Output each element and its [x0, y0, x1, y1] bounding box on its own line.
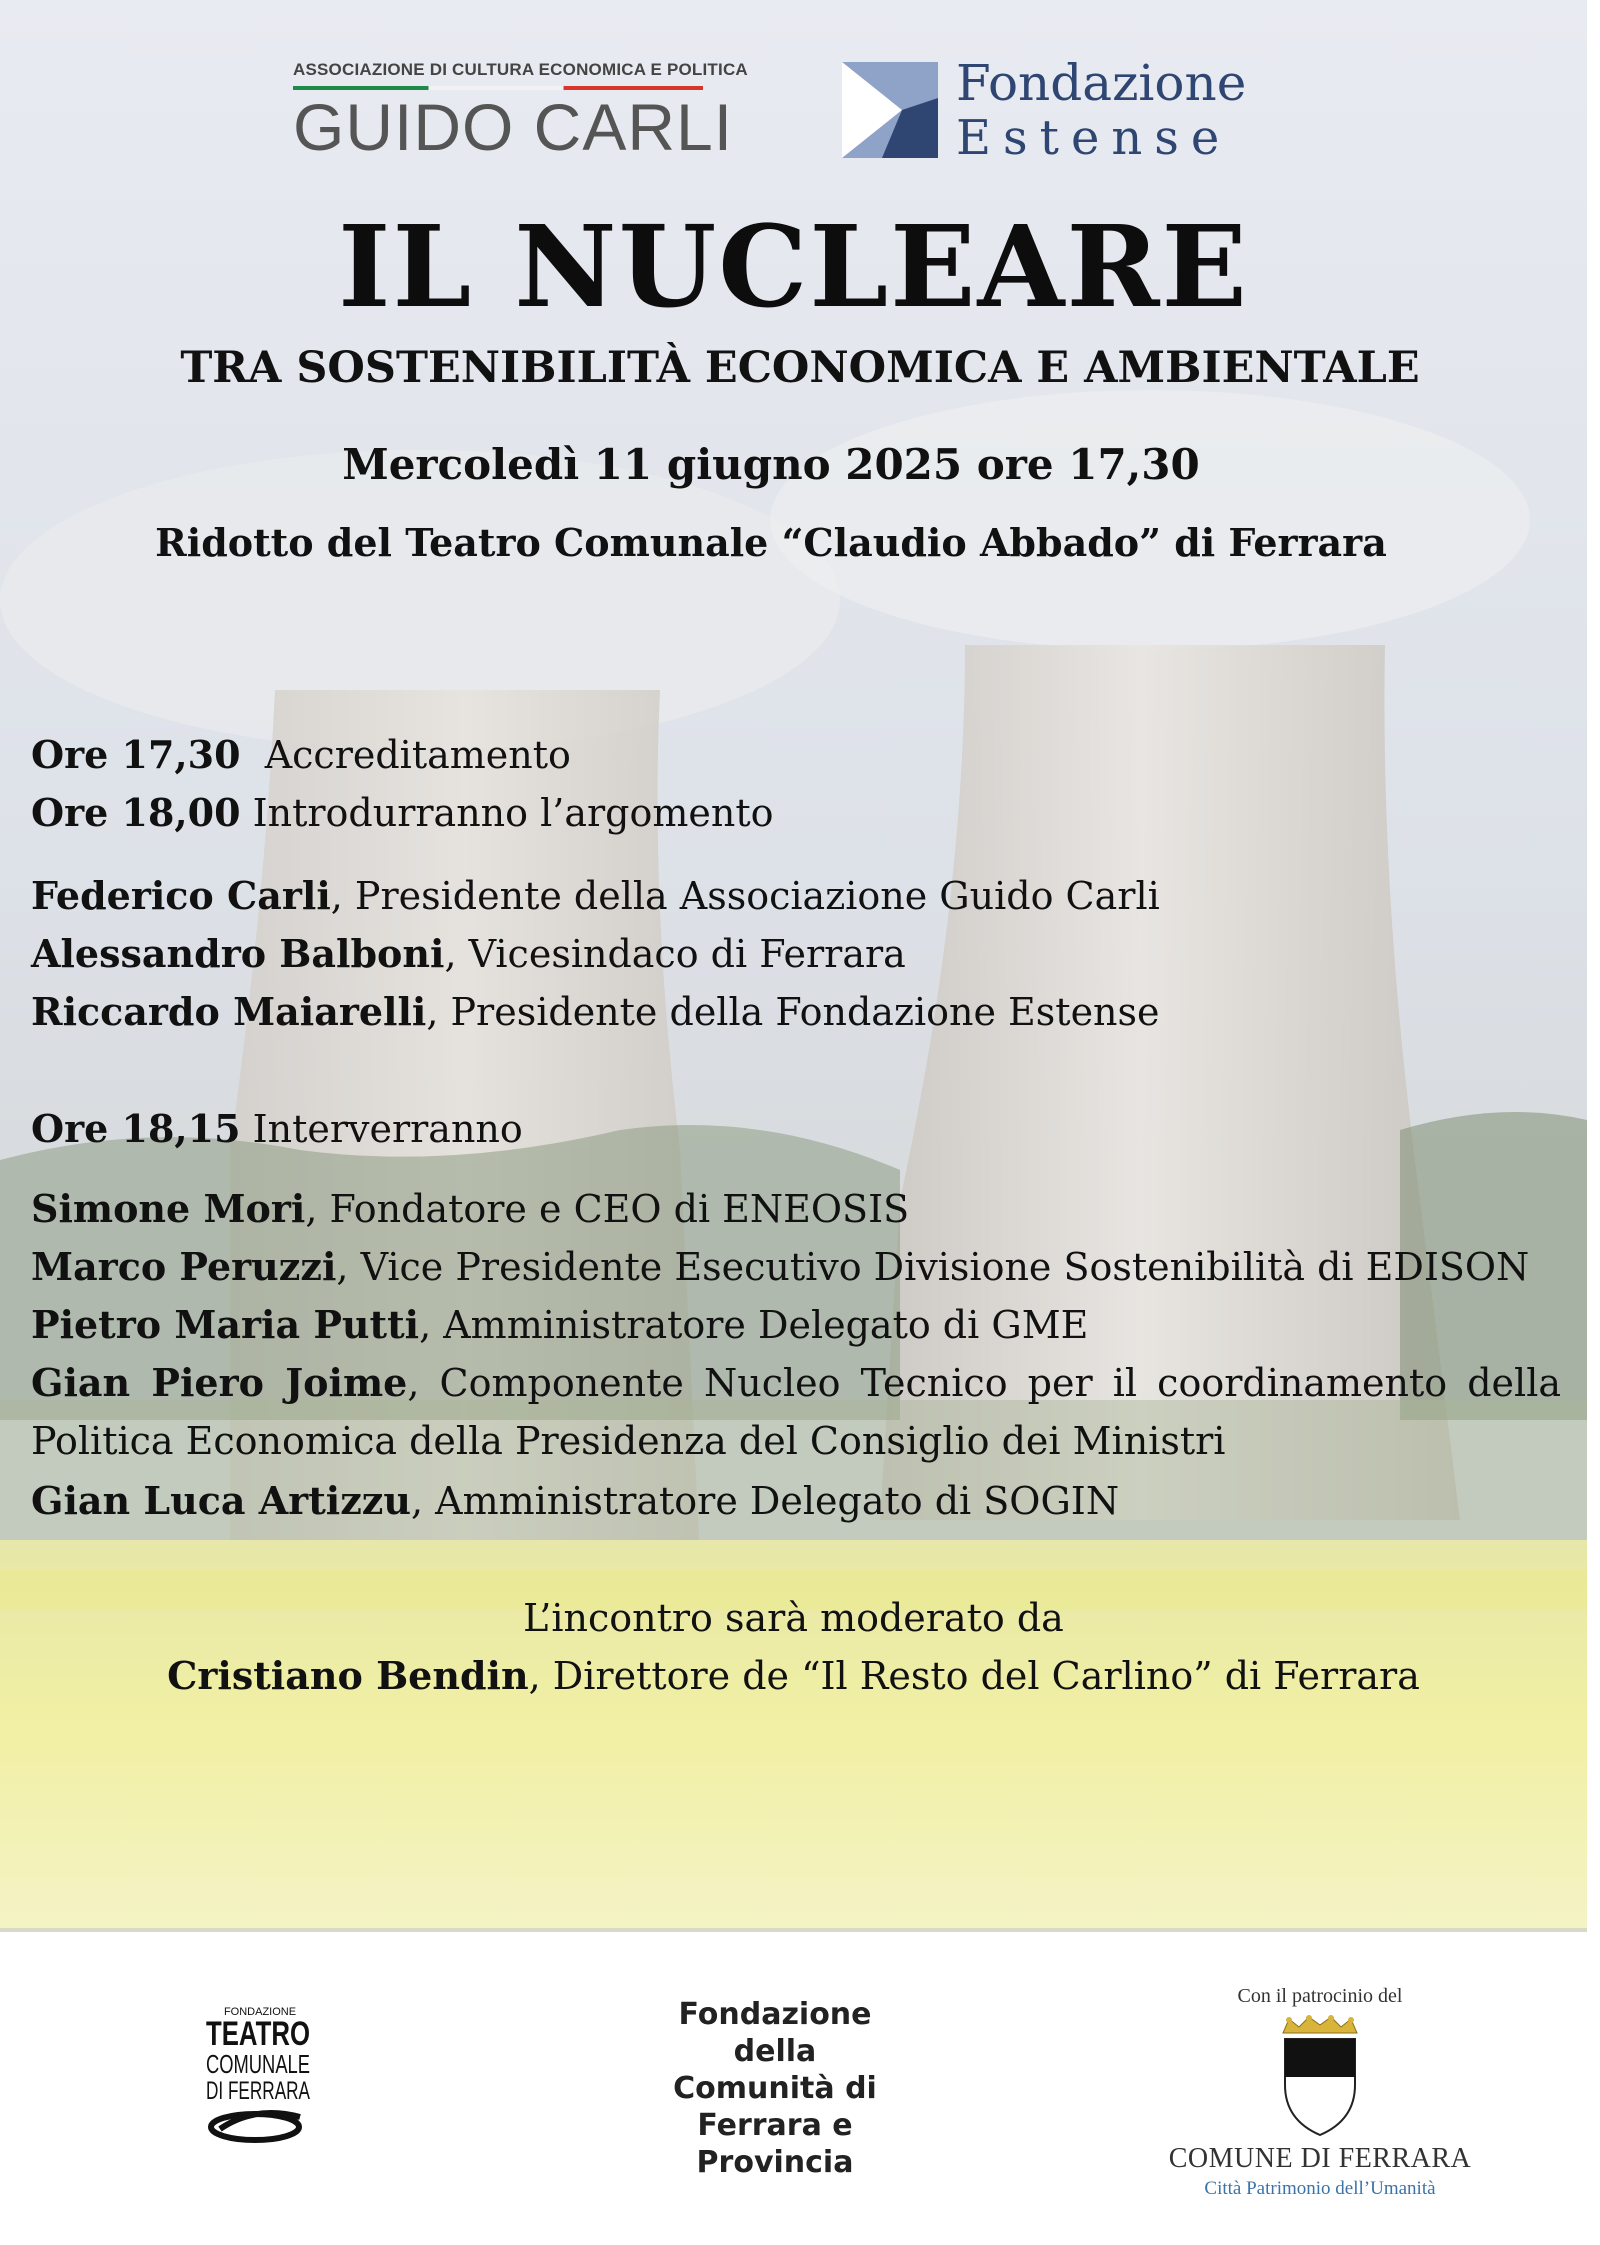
- moderator-name: Cristiano Bendin: [167, 1653, 529, 1698]
- speaker: [31, 1472, 1561, 1530]
- fcf-line: Provincia: [696, 2145, 854, 2180]
- fcf-line: Comunità di: [673, 2071, 877, 2106]
- event-title: IL NUCLEARE: [338, 202, 1249, 333]
- speaker-name: Simone Mori: [31, 1186, 306, 1231]
- comune-ferrara-logo: [1160, 1985, 1480, 2205]
- event-subtitle: TRA SOSTENIBILITÀ ECONOMICA E AMBIENTALE: [180, 343, 1420, 393]
- guido-carli-logo: [293, 60, 748, 164]
- schedule-time: Ore 17,30: [31, 732, 241, 777]
- event-venue: Ridotto del Teatro Comunale “Claudio Abbado” di Ferrara: [155, 520, 1387, 565]
- schedule-time: Ore 18,15: [31, 1106, 241, 1151]
- intro-speaker: [31, 925, 1561, 983]
- tc-line1: FONDAZIONE: [223, 2006, 297, 2018]
- speaker-role: , Amministratore Delegato di SOGIN: [410, 1479, 1120, 1523]
- speaker: [31, 1180, 1561, 1238]
- speaker-name: Alessandro Balboni: [31, 931, 445, 976]
- moderator-role: , Direttore de “Il Resto del Carlino” di Ferrara: [528, 1654, 1420, 1698]
- moderation-intro: L’incontro sarà moderato da: [523, 1596, 1064, 1640]
- schedule-text: Interverranno: [240, 1107, 523, 1151]
- speaker-name: Federico Carli: [31, 873, 331, 918]
- fondazione-estense-logo: [842, 54, 1262, 168]
- tc-line2: TEATRO: [206, 2015, 310, 2053]
- schedule-time: Ore 18,00: [31, 790, 241, 835]
- fcf-line: Ferrara e: [697, 2108, 853, 2143]
- speaker: [31, 1296, 1561, 1354]
- speaker-role: , Componente Nucleo Tecnico per il coordinamento della Politica Economica della Presidenza del Consiglio dei Ministri: [31, 1361, 1561, 1463]
- guido-carli-subtitle: ASSOCIAZIONE DI CULTURA ECONOMICA E POLITICA: [293, 60, 748, 79]
- estense-name-line1: Fondazione: [956, 54, 1247, 112]
- schedule-item: [31, 1100, 1561, 1158]
- speaker-role: , Presidente della Fondazione Estense: [426, 990, 1160, 1034]
- speaker-name: Pietro Maria Putti: [31, 1302, 420, 1347]
- moderator: [0, 1646, 1587, 1706]
- ferrara-coat-of-arms-icon: [1275, 2015, 1365, 2139]
- tc-line3: COMUNALE: [206, 2049, 310, 2079]
- fcf-line: Fondazione: [678, 1997, 872, 2032]
- speaker-role: , Fondatore e CEO di ENEOSIS: [305, 1187, 910, 1231]
- speaker-name: Gian Piero Joime: [31, 1360, 408, 1405]
- fcf-line: della: [733, 2034, 817, 2069]
- speaker-role: , Presidente della Associazione Guido Carli: [330, 874, 1160, 918]
- patronage-label: Con il patrocinio del: [1237, 1985, 1403, 2007]
- speaker-name: Riccardo Maiarelli: [31, 989, 427, 1034]
- comune-name: COMUNE DI FERRARA: [1168, 2143, 1472, 2174]
- tc-line4: DI FERRARA: [206, 2077, 311, 2105]
- speaker-role: , Vice Presidente Esecutivo Divisione Sostenibilità di EDISON: [336, 1245, 1530, 1289]
- speaker: [31, 1238, 1561, 1296]
- footer-divider: [0, 1928, 1587, 1932]
- schedule-text: Accreditamento: [240, 733, 571, 777]
- estense-name-line2: Estense: [956, 110, 1232, 166]
- event-date: Mercoledì 11 giugno 2025 ore 17,30: [342, 440, 1200, 489]
- schedule-text: Introdurranno l’argomento: [240, 791, 774, 835]
- guido-carli-name: GUIDO CARLI: [293, 90, 734, 164]
- fondazione-comunita-logo: [640, 1996, 910, 2181]
- speaker: [31, 1354, 1561, 1470]
- speaker-role: , Amministratore Delegato di GME: [419, 1303, 1089, 1347]
- speaker-role: , Vicesindaco di Ferrara: [444, 932, 906, 976]
- comune-unesco-label: Città Patrimonio dell’Umanità: [1204, 2178, 1436, 2199]
- teatro-comunale-logo: [200, 2005, 320, 2145]
- schedule-item: [31, 726, 1561, 784]
- intro-speaker: [31, 983, 1561, 1041]
- speaker-name: Marco Peruzzi: [31, 1244, 337, 1289]
- speaker-name: Gian Luca Artizzu: [31, 1478, 411, 1523]
- estense-mark-icon: [842, 62, 938, 158]
- intro-speaker: [31, 867, 1561, 925]
- schedule-item: [31, 784, 1561, 842]
